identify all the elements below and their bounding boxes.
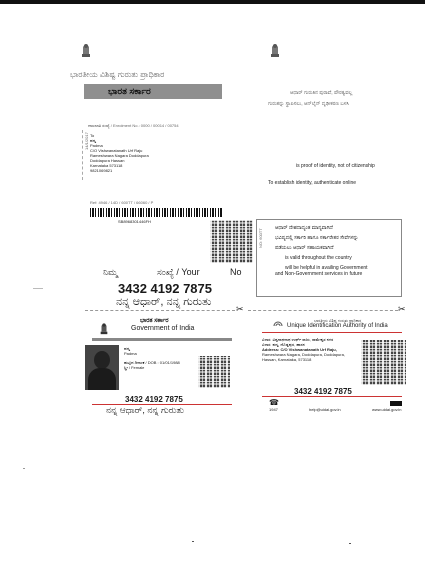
website: www.uidai.gov.in	[372, 407, 402, 412]
address-line: Rameshwara Nagara, Doddapura, Doddapura,	[262, 352, 345, 357]
address-line: Padma	[90, 143, 103, 148]
establish-line: To establish identity, authenticate online	[268, 180, 357, 186]
card-name-english: Padma	[124, 351, 137, 356]
address-kannada: ವಿಳಾಸ: ಪದ್ಮ, ದೊಡ್ಡಪುರ, ಹಾಸನ	[262, 342, 305, 347]
ref-line: Ref: 4946 / 14D / 600TT / 66060 / P	[90, 200, 154, 205]
barcode	[90, 208, 222, 217]
your-number-end: No	[230, 267, 242, 277]
validity-line: ಭವಿಷ್ಯದಲ್ಲಿ ಸರ್ಕಾರಿ ಹಾಗೂ ಸರ್ಕಾರೇತರ ಸೇವೆಗಳನ್ನು	[275, 235, 359, 241]
scan-top-edge	[0, 0, 425, 4]
card-gov-english: Government of India	[131, 325, 195, 332]
scan-speck	[33, 288, 43, 289]
authority-english: Unique Identification Authority of India	[287, 323, 388, 329]
address-line: 9821069821	[90, 168, 113, 173]
card-gender: ಸ್ತ್ರೀ / Female	[124, 365, 145, 370]
scan-speck	[192, 541, 194, 542]
card-name-kannada: ಪದ್ಮ	[124, 346, 130, 351]
card-header-band	[92, 338, 232, 341]
photo	[85, 345, 119, 390]
uidai-logo-icon	[272, 318, 284, 330]
your-number-kannada: ನಿಮ್ಮ	[103, 267, 118, 277]
letter-header-kannada: ಭಾರತೀಯ ವಿಶಿಷ್ಟ ಗುರುತು ಪ್ರಾಧಿಕಾರ	[70, 70, 165, 79]
emblem-icon	[268, 40, 282, 58]
validity-text	[275, 225, 397, 277]
phone-icon: ☎	[269, 398, 279, 407]
card-qr-code	[198, 356, 230, 388]
validity-line: is valid throughout the country	[285, 255, 352, 261]
gov-banner-text: ಭಾರತ ಸರ್ಕಾರ	[108, 86, 151, 96]
scan-speck	[349, 543, 351, 544]
scissors-icon: ✂	[236, 304, 244, 314]
cut-line	[248, 310, 398, 311]
card-number: 3432 4192 7875	[125, 395, 183, 404]
address-line: Doddapura Hassan	[90, 158, 125, 163]
box-side-code: NO: 600TT	[258, 228, 263, 248]
back-qr-code	[361, 340, 406, 385]
validity-line: ಆಧಾರ್ ದೇಶದಾದ್ಯಂತ ಮಾನ್ಯವಾಗಿದೆ	[275, 225, 333, 231]
address-line: To	[90, 133, 95, 138]
emblem-icon	[79, 40, 93, 58]
back-red-line	[262, 332, 402, 333]
side-code: 14/1/2017	[84, 132, 89, 150]
address-line: Rameshwara Nagara Doddapura	[90, 153, 149, 158]
proof-heading-kannada: ಆಧಾರ್ ಗುರುತಿನ ಪುರಾವೆ, ಪೌರತ್ವವಲ್ಲ	[290, 90, 353, 96]
relation-line: ವಿಳಾಸ: ವಿಶ್ವನಾಥನಾಥ ಉರ್ಫ್ ರಾಜು, ರಾಮೇಶ್ವರ ನಗರ	[262, 337, 334, 342]
establish-kannada: ಗುರುತನ್ನು ಸ್ಥಾಪಿಸಲು, ಆನ್‌ಲೈನ್ ದೃಢೀಕರಣ ಬಳಸಿ	[268, 101, 350, 107]
address-line: Karnataka 573118	[90, 163, 123, 168]
address-line: ಪದ್ಮ	[90, 138, 96, 143]
validity-line: ಪಡೆಯಲು ಆಧಾರ್ ಸಹಾಯಕವಾಗಿದೆ	[275, 245, 334, 251]
scan-speck	[23, 468, 25, 469]
validity-line: will be helpful in availing Government	[285, 265, 368, 271]
tagline: ನನ್ನ ಆಧಾರ್, ನನ್ನ ಗುರುತು	[116, 296, 212, 308]
letter-qr-code	[210, 220, 253, 263]
authority-kannada: ಭಾರತೀಯ ವಿಶಿಷ್ಟ ಗುರುತು ಪ್ರಾಧಿಕಾರ	[314, 318, 362, 323]
aadhaar-logo-icon	[390, 401, 402, 406]
address-line: C/O Vishwanatanath Urf Raju	[90, 148, 143, 153]
card-dob: ಹುಟ್ಟಿದ ದಿನಾಂಕ / DOB : 01/01/1988	[124, 360, 180, 365]
card-tagline: ನನ್ನ ಆಧಾರ್, ನನ್ನ ಗುರುತು	[106, 405, 185, 415]
emblem-icon	[98, 320, 110, 335]
card-gov-kannada: ಭಾರತ ಸರ್ಕಾರ	[140, 318, 169, 324]
address-divider	[82, 130, 83, 180]
helpline-number: 1947	[269, 407, 278, 412]
enrolment-line: ದಾಖಲಾತಿ ಸಂಖ್ಯೆ / Enrolment No.: 0000 / 00014 / 00754	[88, 123, 179, 128]
address-label: Address: C/O Vishwanatanath Urf Raju,	[262, 347, 337, 352]
back-card-number: 3432 4192 7875	[294, 387, 352, 396]
gov-banner	[84, 84, 222, 99]
address-line: Hassan, Karnataka, 573118	[262, 357, 312, 362]
back-red-line	[262, 396, 402, 397]
scissors-icon: ✂	[398, 304, 406, 314]
your-number-mid: ಸಂಖ್ಯೆ / Your	[157, 267, 200, 277]
validity-line: and Non-Government services in future	[275, 271, 363, 277]
proof-line: is proof of identity, not of citizenship	[296, 163, 375, 169]
cut-line	[85, 310, 235, 311]
help-email: help@uidai.gov.in	[309, 407, 341, 412]
aadhaar-number: 3432 4192 7875	[118, 281, 212, 296]
address-block	[90, 133, 210, 173]
back-address-block	[262, 337, 372, 362]
barcode-number: SB8968301446FH	[118, 219, 151, 224]
